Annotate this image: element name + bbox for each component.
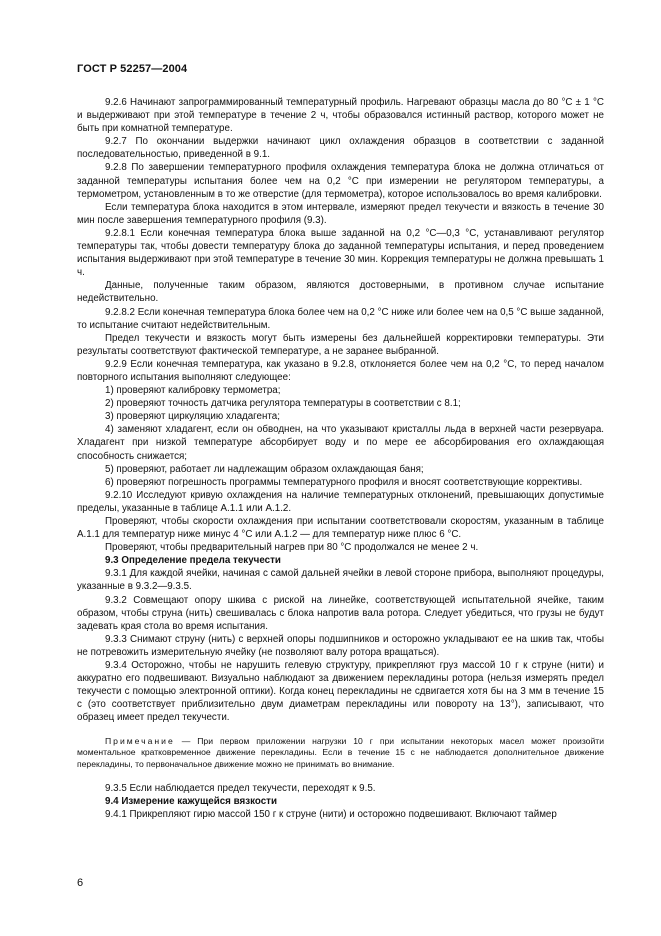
paragraph-9-2-6: 9.2.6 Начинают запрограммированный температурный профиль. Нагревают образцы масла до 80 °С ± 1 °С и выдерживают при этой температуре в течение 2 ч, чтобы образовался истинный раствор, которого может не быть при комнатной температуре. xyxy=(77,97,604,135)
paragraph-9-3-2: 9.3.2 Совмещают опору шкива с риской на линейке, соответствующей испытательной ячейке, таким образом, чтобы струна (нить) свешивалась с блока напротив вала ротора. Следует убедиться, что грузы не будут задевать края стола во время испытания. xyxy=(77,594,604,632)
document-header: ГОСТ Р 52257—2004 xyxy=(77,63,188,75)
section-heading-9-4: 9.4 Измерение кажущейся вязкости xyxy=(105,796,277,808)
paragraph-9-2-8-2: 9.2.8.2 Если конечная температура блока более чем на 0,2 °С ниже или более чем на 0,5 °С выше заданной, то испытание считают недействительным. xyxy=(77,306,604,331)
list-item: 5) проверяют, работает ли надлежащим образом охлаждающая баня; xyxy=(105,463,424,475)
paragraph-9-2-9: 9.2.9 Если конечная температура, как указано в 9.2.8, отклоняется более чем на 0,2 °С, то перед началом повторного испытания выполняют следующее: xyxy=(77,358,604,383)
page-number: 6 xyxy=(77,877,84,889)
note xyxy=(77,736,604,771)
note-label: Примечание xyxy=(105,735,175,746)
page-content xyxy=(77,96,604,822)
paragraph-9-3-4: 9.3.4 Осторожно, чтобы не нарушить гелевую структуру, прикрепляют груз массой 10 г к струне (нити) и аккуратно его подвешивают. Визуально наблюдают за движением перекладины ротора (нельзя измерять предел текучести с помощью электронной оптики). Когда конец перекладины не сдвигается хотя бы на 3 мм в течение 15 с (это соответствует приблизительно двум диаметрам перекладины или повороту на 13°), записывают, что образец имеет предел текучести. xyxy=(77,660,604,724)
section-heading-9-3: 9.3 Определение предела текучести xyxy=(105,555,281,567)
list-item: 6) проверяют погрешность программы температурного профиля и вносят соответствующие коррективы. xyxy=(105,476,583,488)
paragraph-9-2-8: 9.2.8 По завершении температурного профиля охлаждения температура блока не должна отличаться от заданной температуры испытания более чем на 0,2 °С при измерении не регулятором температуры, а термометром, установленным в то же отверстие (для термометра), которое использовалось во время калибровки. xyxy=(77,162,604,200)
paragraph: Предел текучести и вязкость могут быть измерены без дальнейшей корректировки температуры. Эти результаты соответствуют фактической температуре, а не заранее выбранной. xyxy=(77,332,604,357)
paragraph: Проверяют, чтобы скорости охлаждения при испытании соответствовали скоростям, указанным в таблице А.1.1 для температур ниже минус 4 °С или А.1.2 — для температур ниже плюс 6 °С. xyxy=(77,516,604,541)
list-item: 2) проверяют точность датчика регулятора температуры в соответствии с 8.1; xyxy=(105,398,461,410)
paragraph-9-2-7: 9.2.7 По окончании выдержки начинают цикл охлаждения образцов в соответствии с заданной последовательностью, приведенной в 9.1. xyxy=(77,136,604,161)
paragraph-9-3-3: 9.3.3 Снимают струну (нить) с верхней опоры подшипников и осторожно укладывают ее на шкив так, чтобы не потревожить измерительную ячейку (не позволяют валу ротора вращаться). xyxy=(77,633,604,658)
paragraph: Данные, полученные таким образом, являются достоверными, в противном случае испытание недействительно. xyxy=(77,280,604,305)
note-text: — При первом приложении нагрузки 10 г при испытании некоторых масел может произойти моментальное кратковременное движение перекладины. Если в течение 15 с не наблюдается дополнительное движение перекладины, то первоначальное движение можно не принимать во внимание. xyxy=(77,735,604,769)
paragraph-9-2-8-1: 9.2.8.1 Если конечная температура блока выше заданной на 0,2 °С—0,3 °С, устанавливают регулятор температуры так, чтобы довести температуру блока до заданной температуры испытания, и перед проведением испытания выдерживают при этой температуре в течение 30 мин. Коррекция температуры не должна превышать 1 ч. xyxy=(77,227,604,279)
paragraph: Проверяют, чтобы предварительный нагрев при 80 °С продолжался не менее 2 ч. xyxy=(105,542,479,554)
paragraph: Если температура блока находится в этом интервале, измеряют предел текучести и вязкость в течение 30 мин после завершения температурного профиля (9.3). xyxy=(77,201,604,226)
list-item: 4) заменяют хладагент, если он обводнен, на что указывают кристаллы льда в верхней части резервуара. Хладагент при низкой температуре абсорбирует воду и по мере ее абсорбирования его охлаждающая способность снижается; xyxy=(77,424,604,462)
paragraph-9-3-1: 9.3.1 Для каждой ячейки, начиная с самой дальней ячейки в левой стороне прибора, выполняют процедуры, указанные в 9.3.2—9.3.5. xyxy=(77,568,604,593)
paragraph-9-4-1: 9.4.1 Прикрепляют гирю массой 150 г к струне (нити) и осторожно подвешивают. Включают таймер xyxy=(105,809,557,821)
paragraph-9-3-5: 9.3.5 Если наблюдается предел текучести, переходят к 9.5. xyxy=(105,783,376,795)
list-item: 1) проверяют калибровку термометра; xyxy=(105,385,281,397)
list-item: 3) проверяют циркуляцию хладагента; xyxy=(105,411,280,423)
paragraph-9-2-10: 9.2.10 Исследуют кривую охлаждения на наличие температурных отклонений, превышающих допустимые пределы, указанные в таблице А.1.1 или А.1.2. xyxy=(77,489,604,514)
